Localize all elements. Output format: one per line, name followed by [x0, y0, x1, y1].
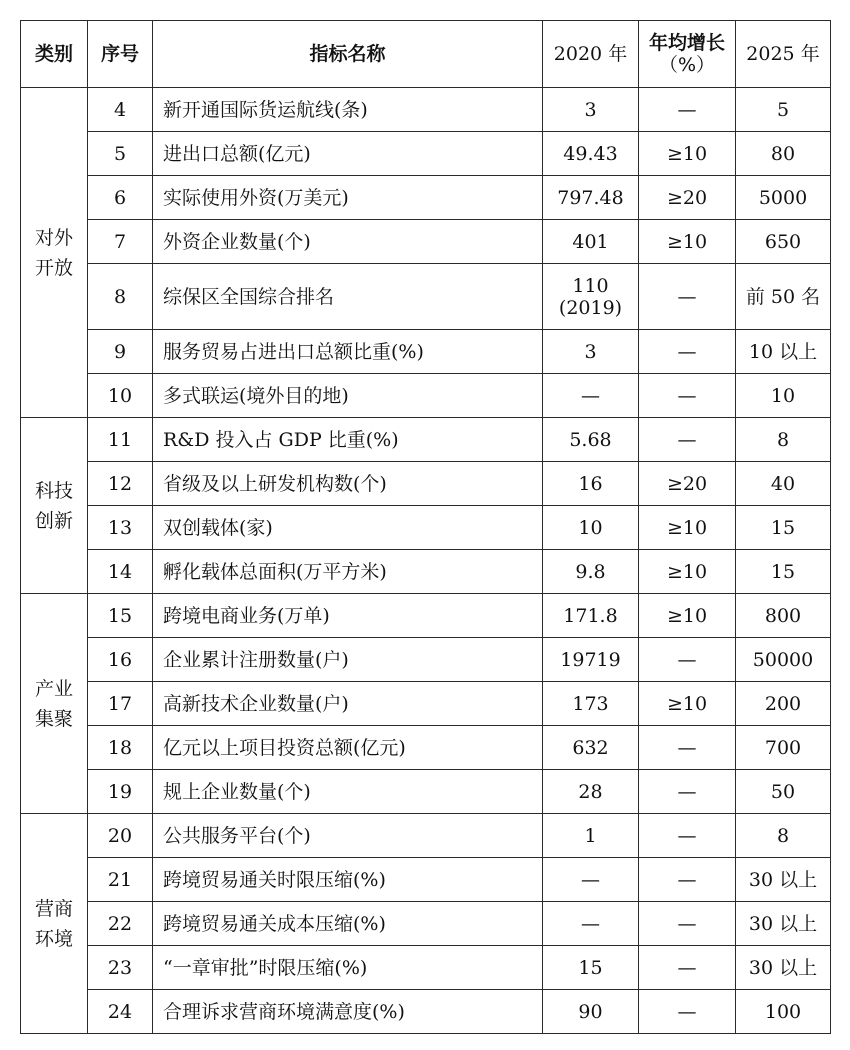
value-2020-cell [543, 418, 639, 462]
value-2025-cell: 5000 [736, 176, 831, 220]
growth-cell: — [639, 88, 736, 132]
seq-cell: 17 [88, 682, 153, 726]
category-label: 对外 [34, 226, 73, 249]
category-cell [21, 418, 88, 594]
growth-cell: ≥10 [639, 220, 736, 264]
table-row [21, 594, 831, 638]
table-row [21, 726, 831, 770]
indicator-name-cell: “一章审批”时限压缩(%) [153, 946, 543, 990]
indicator-name-cell: 外资企业数量(个) [153, 220, 543, 264]
value-2020-cell [543, 462, 639, 506]
growth-cell: — [639, 946, 736, 990]
seq-cell: 11 [88, 418, 153, 462]
growth-cell: ≥10 [639, 594, 736, 638]
value-2020-text: (2019) [558, 296, 623, 319]
value-2025-cell: 700 [736, 726, 831, 770]
indicator-name-cell: 跨境电商业务(万单) [153, 594, 543, 638]
value-2020-cell [543, 902, 639, 946]
value-2020-text: — [581, 912, 600, 935]
value-2025-cell: 30 以上 [736, 858, 831, 902]
growth-cell: — [639, 990, 736, 1034]
value-2020-text: — [581, 384, 600, 407]
value-2025-cell: 200 [736, 682, 831, 726]
value-2020-text: 15 [578, 956, 603, 979]
table-row [21, 946, 831, 990]
value-2020-text: 1 [584, 824, 597, 847]
seq-cell: 18 [88, 726, 153, 770]
table-row [21, 132, 831, 176]
growth-cell: ≥10 [639, 506, 736, 550]
value-2025-cell: 650 [736, 220, 831, 264]
indicator-name-cell: 合理诉求营商环境满意度(%) [153, 990, 543, 1034]
category-cell [21, 814, 88, 1034]
table-row [21, 902, 831, 946]
table-row [21, 682, 831, 726]
indicator-name-cell: 跨境贸易通关成本压缩(%) [153, 902, 543, 946]
table-row [21, 220, 831, 264]
seq-cell: 6 [88, 176, 153, 220]
header-growth-line1: 年均增长 [648, 32, 725, 54]
growth-cell: — [639, 330, 736, 374]
value-2020-cell [543, 550, 639, 594]
header-row [21, 21, 831, 88]
value-2020-text: 797.48 [557, 186, 624, 209]
value-2020-text: 90 [578, 1000, 603, 1023]
growth-cell: ≥10 [639, 550, 736, 594]
value-2020-text: 110 [572, 274, 609, 297]
table-row [21, 990, 831, 1034]
growth-cell: — [639, 814, 736, 858]
indicator-name-cell: 公共服务平台(个) [153, 814, 543, 858]
growth-cell: — [639, 638, 736, 682]
indicator-name-cell: 企业累计注册数量(户) [153, 638, 543, 682]
value-2025-cell: 40 [736, 462, 831, 506]
seq-cell: 14 [88, 550, 153, 594]
seq-cell: 16 [88, 638, 153, 682]
indicator-name-cell: 新开通国际货运航线(条) [153, 88, 543, 132]
value-2020-cell [543, 88, 639, 132]
table-row [21, 330, 831, 374]
value-2020-cell [543, 374, 639, 418]
seq-cell: 13 [88, 506, 153, 550]
seq-cell: 10 [88, 374, 153, 418]
seq-cell: 22 [88, 902, 153, 946]
value-2020-cell [543, 726, 639, 770]
indicator-name-cell: 高新技术企业数量(户) [153, 682, 543, 726]
value-2020-cell [543, 506, 639, 550]
indicator-name-cell: 实际使用外资(万美元) [153, 176, 543, 220]
value-2025-cell: 80 [736, 132, 831, 176]
growth-cell: — [639, 264, 736, 330]
table-row [21, 264, 831, 330]
value-2020-text: 171.8 [563, 604, 618, 627]
table-row [21, 88, 831, 132]
category-label: 开放 [34, 256, 73, 279]
table-row [21, 770, 831, 814]
seq-cell: 19 [88, 770, 153, 814]
value-2025-cell: 10 以上 [736, 330, 831, 374]
value-2025-cell: 50 [736, 770, 831, 814]
value-2025-cell: 800 [736, 594, 831, 638]
table-row [21, 374, 831, 418]
category-cell [21, 88, 88, 418]
indicator-table-sheet [20, 20, 831, 1034]
seq-cell: 15 [88, 594, 153, 638]
header-growth [639, 21, 736, 88]
value-2025-cell: 15 [736, 550, 831, 594]
category-label: 产业 [34, 677, 73, 700]
seq-cell: 23 [88, 946, 153, 990]
value-2020-text: 632 [572, 736, 609, 759]
indicator-name-cell: 双创载体(家) [153, 506, 543, 550]
value-2020-cell [543, 770, 639, 814]
header-2020: 2020 年 [543, 21, 639, 88]
seq-cell: 24 [88, 990, 153, 1034]
seq-cell: 20 [88, 814, 153, 858]
indicator-name-cell: 跨境贸易通关时限压缩(%) [153, 858, 543, 902]
seq-cell: 7 [88, 220, 153, 264]
header-2025: 2025 年 [736, 21, 831, 88]
value-2020-text: 10 [578, 516, 603, 539]
growth-cell: — [639, 726, 736, 770]
value-2025-cell: 30 以上 [736, 902, 831, 946]
seq-cell: 4 [88, 88, 153, 132]
value-2020-text: 9.8 [575, 560, 606, 583]
header-seq: 序号 [88, 21, 153, 88]
value-2020-text: 3 [584, 98, 597, 121]
value-2020-text: — [581, 868, 600, 891]
value-2020-cell [543, 132, 639, 176]
indicator-name-cell: 服务贸易占进出口总额比重(%) [153, 330, 543, 374]
value-2020-cell [543, 946, 639, 990]
value-2020-text: 19719 [560, 648, 621, 671]
value-2020-cell [543, 638, 639, 682]
category-label: 创新 [34, 509, 73, 532]
growth-cell: ≥10 [639, 682, 736, 726]
value-2020-text: 5.68 [569, 428, 612, 451]
indicator-name-cell: 亿元以上项目投资总额(亿元) [153, 726, 543, 770]
table-row [21, 814, 831, 858]
value-2025-cell: 8 [736, 418, 831, 462]
category-label: 营商 [34, 897, 73, 920]
indicator-name-cell: 多式联运(境外目的地) [153, 374, 543, 418]
table-row [21, 506, 831, 550]
growth-cell: — [639, 858, 736, 902]
growth-cell: — [639, 418, 736, 462]
value-2020-cell [543, 220, 639, 264]
indicator-name-cell: R&D 投入占 GDP 比重(%) [153, 418, 543, 462]
value-2020-text: 49.43 [563, 142, 618, 165]
value-2020-text: 16 [578, 472, 603, 495]
seq-cell: 5 [88, 132, 153, 176]
value-2020-cell [543, 990, 639, 1034]
value-2025-cell: 前 50 名 [736, 264, 831, 330]
growth-cell: ≥10 [639, 132, 736, 176]
growth-cell: — [639, 770, 736, 814]
value-2020-text: 28 [578, 780, 603, 803]
seq-cell: 9 [88, 330, 153, 374]
table-row [21, 858, 831, 902]
value-2025-cell: 100 [736, 990, 831, 1034]
value-2025-cell: 5 [736, 88, 831, 132]
category-label: 集聚 [34, 707, 73, 730]
growth-cell: ≥20 [639, 462, 736, 506]
growth-cell: ≥20 [639, 176, 736, 220]
table-body [21, 88, 831, 1034]
indicator-name-cell: 综保区全国综合排名 [153, 264, 543, 330]
category-label: 环境 [34, 927, 73, 950]
value-2020-text: 3 [584, 340, 597, 363]
header-category: 类别 [21, 21, 88, 88]
category-label: 科技 [34, 479, 73, 502]
value-2025-cell: 8 [736, 814, 831, 858]
value-2020-cell [543, 814, 639, 858]
seq-cell: 21 [88, 858, 153, 902]
table-row [21, 176, 831, 220]
indicator-name-cell: 进出口总额(亿元) [153, 132, 543, 176]
seq-cell: 12 [88, 462, 153, 506]
indicator-name-cell: 省级及以上研发机构数(个) [153, 462, 543, 506]
value-2020-text: 401 [572, 230, 609, 253]
growth-cell: — [639, 902, 736, 946]
indicator-name-cell: 规上企业数量(个) [153, 770, 543, 814]
value-2020-cell [543, 682, 639, 726]
table-row [21, 550, 831, 594]
value-2020-cell [543, 330, 639, 374]
header-growth-line2: （%） [658, 54, 716, 76]
table-row [21, 638, 831, 682]
growth-cell: — [639, 374, 736, 418]
value-2025-cell: 15 [736, 506, 831, 550]
indicator-name-cell: 孵化载体总面积(万平方米) [153, 550, 543, 594]
category-cell [21, 594, 88, 814]
value-2020-cell [543, 264, 639, 330]
table-row [21, 418, 831, 462]
header-name: 指标名称 [153, 21, 543, 88]
value-2025-cell: 50000 [736, 638, 831, 682]
table-row [21, 462, 831, 506]
value-2025-cell: 10 [736, 374, 831, 418]
seq-cell: 8 [88, 264, 153, 330]
value-2020-text: 173 [572, 692, 609, 715]
indicator-table [20, 20, 831, 1034]
value-2020-cell [543, 594, 639, 638]
value-2025-cell: 30 以上 [736, 946, 831, 990]
value-2020-cell [543, 858, 639, 902]
value-2020-cell [543, 176, 639, 220]
